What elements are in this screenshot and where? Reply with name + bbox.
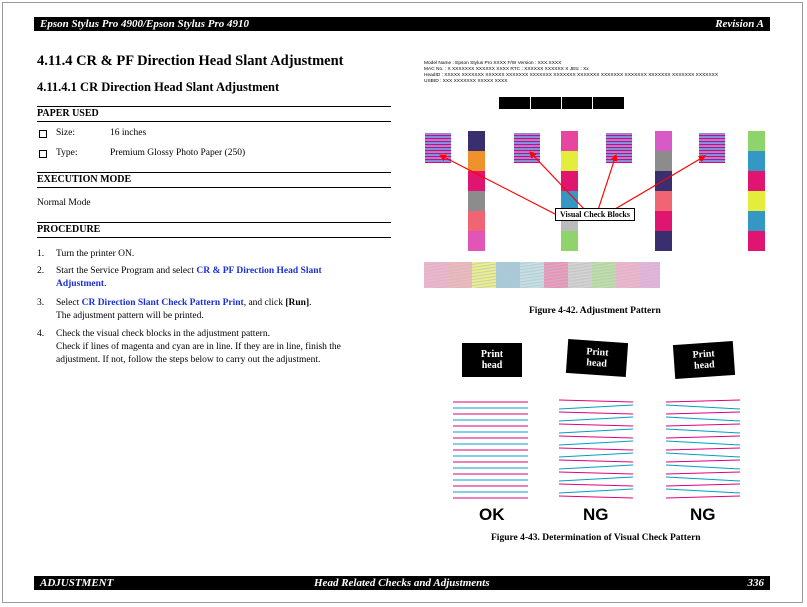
print-head-label: head: [693, 359, 716, 372]
check-pattern-ok: [453, 402, 528, 498]
color-column: [655, 131, 672, 251]
check-pattern-ng-right: [666, 400, 740, 498]
check-pattern-ng-left: [559, 400, 633, 498]
print-head-label: head: [585, 357, 608, 370]
step-4-line3: adjustment. If not, follow the steps below to carry out the adjustment.: [56, 355, 321, 365]
step-3-mid: , and click: [243, 298, 286, 308]
print-head-label: Print: [480, 349, 504, 360]
step-3-line2: The adjustment pattern will be printed.: [56, 311, 204, 321]
size-label: Size:: [56, 128, 75, 138]
footer-section: Head Related Checks and Adjustments: [314, 577, 490, 589]
print-head-tilted-cw: [566, 339, 628, 377]
header-title: Epson Stylus Pro 4900/Epson Stylus Pro 4910: [40, 18, 250, 30]
footer-page-number: 336: [747, 577, 764, 589]
print-head-straight: [462, 343, 522, 377]
type-label: Type:: [56, 148, 78, 158]
figure-43-caption: Figure 4-43. Determination of Visual Check Pattern: [491, 533, 701, 543]
step-2-text: Start the Service Program and select: [56, 266, 197, 276]
step-2-link-cont[interactable]: Adjustment: [56, 279, 105, 289]
size-value: 16 inches: [110, 128, 147, 138]
run-label: [Run]: [285, 298, 310, 308]
footer-bar: [34, 576, 770, 590]
print-head-tilted-ccw: [673, 341, 735, 379]
step-2-link[interactable]: CR & PF Direction Head Slant: [196, 266, 322, 276]
print-head-label: Print: [585, 346, 609, 359]
color-column: [748, 131, 765, 251]
pattern-info-line: Model Name : Epson Stylus Pro XXXX F/W Version : XXX.XXXX: [424, 61, 562, 66]
result-ok: OK: [479, 505, 505, 524]
procedure-heading: PROCEDURE: [37, 222, 391, 238]
step-4-line2: Check if lines of magenta and cyan are in line. If they are in line, finish the: [56, 342, 341, 352]
pattern-info-line: HeadID : XXXXX XXXXXXX XXXXXX XXXXXXX XXXXXXX XXXXXXX XXXXXXX XXXXXXX XXXXXXX XXXXXXX XXXXXXX XXXXXXX: [424, 73, 719, 78]
execution-mode: Normal Mode: [37, 198, 91, 208]
subsection-title: 4.11.4.1 CR Direction Head Slant Adjustment: [37, 80, 280, 94]
color-column: [468, 131, 485, 251]
result-ng: NG: [690, 505, 716, 524]
print-head-label: Print: [692, 348, 716, 361]
black-bars: [499, 97, 624, 109]
step-1: Turn the printer ON.: [56, 249, 135, 259]
paper-heading: PAPER USED: [37, 106, 391, 122]
footer-chapter: ADJUSTMENT: [40, 577, 114, 589]
step-number: 4.: [37, 329, 45, 339]
color-column: [561, 131, 578, 251]
execution-heading: EXECUTION MODE: [37, 172, 391, 188]
print-head-label: head: [481, 360, 503, 371]
step-number: 2.: [37, 266, 45, 276]
step-number: 3.: [37, 298, 45, 308]
step-3-link[interactable]: CR Direction Slant Check Pattern Print: [81, 298, 244, 308]
section-title: 4.11.4 CR & PF Direction Head Slant Adjustment: [37, 53, 344, 69]
step-4-line1: Check the visual check blocks in the adjustment pattern.: [56, 329, 270, 339]
type-value: Premium Glossy Photo Paper (250): [110, 148, 246, 158]
pattern-info-line: USBID : XXX XXXXXXX XXXXX XXXX: [424, 79, 508, 84]
step-number: 1.: [37, 249, 45, 259]
header-revision: Revision A: [715, 18, 764, 30]
step-3-text: Select: [56, 298, 82, 308]
step-3-period: .: [309, 298, 312, 308]
step-2-period: .: [104, 279, 107, 289]
color-stripe-strip: [424, 262, 660, 288]
figure-42-caption: Figure 4-42. Adjustment Pattern: [529, 306, 661, 316]
result-ng: NG: [583, 505, 609, 524]
visual-check-blocks-label: Visual Check Blocks: [555, 208, 635, 221]
pattern-info-line: MAC No. : X XXXXXXX XXXXXX XXXX RTC : XXXXXX XXXXXX X JEtc : Xx: [424, 67, 589, 72]
